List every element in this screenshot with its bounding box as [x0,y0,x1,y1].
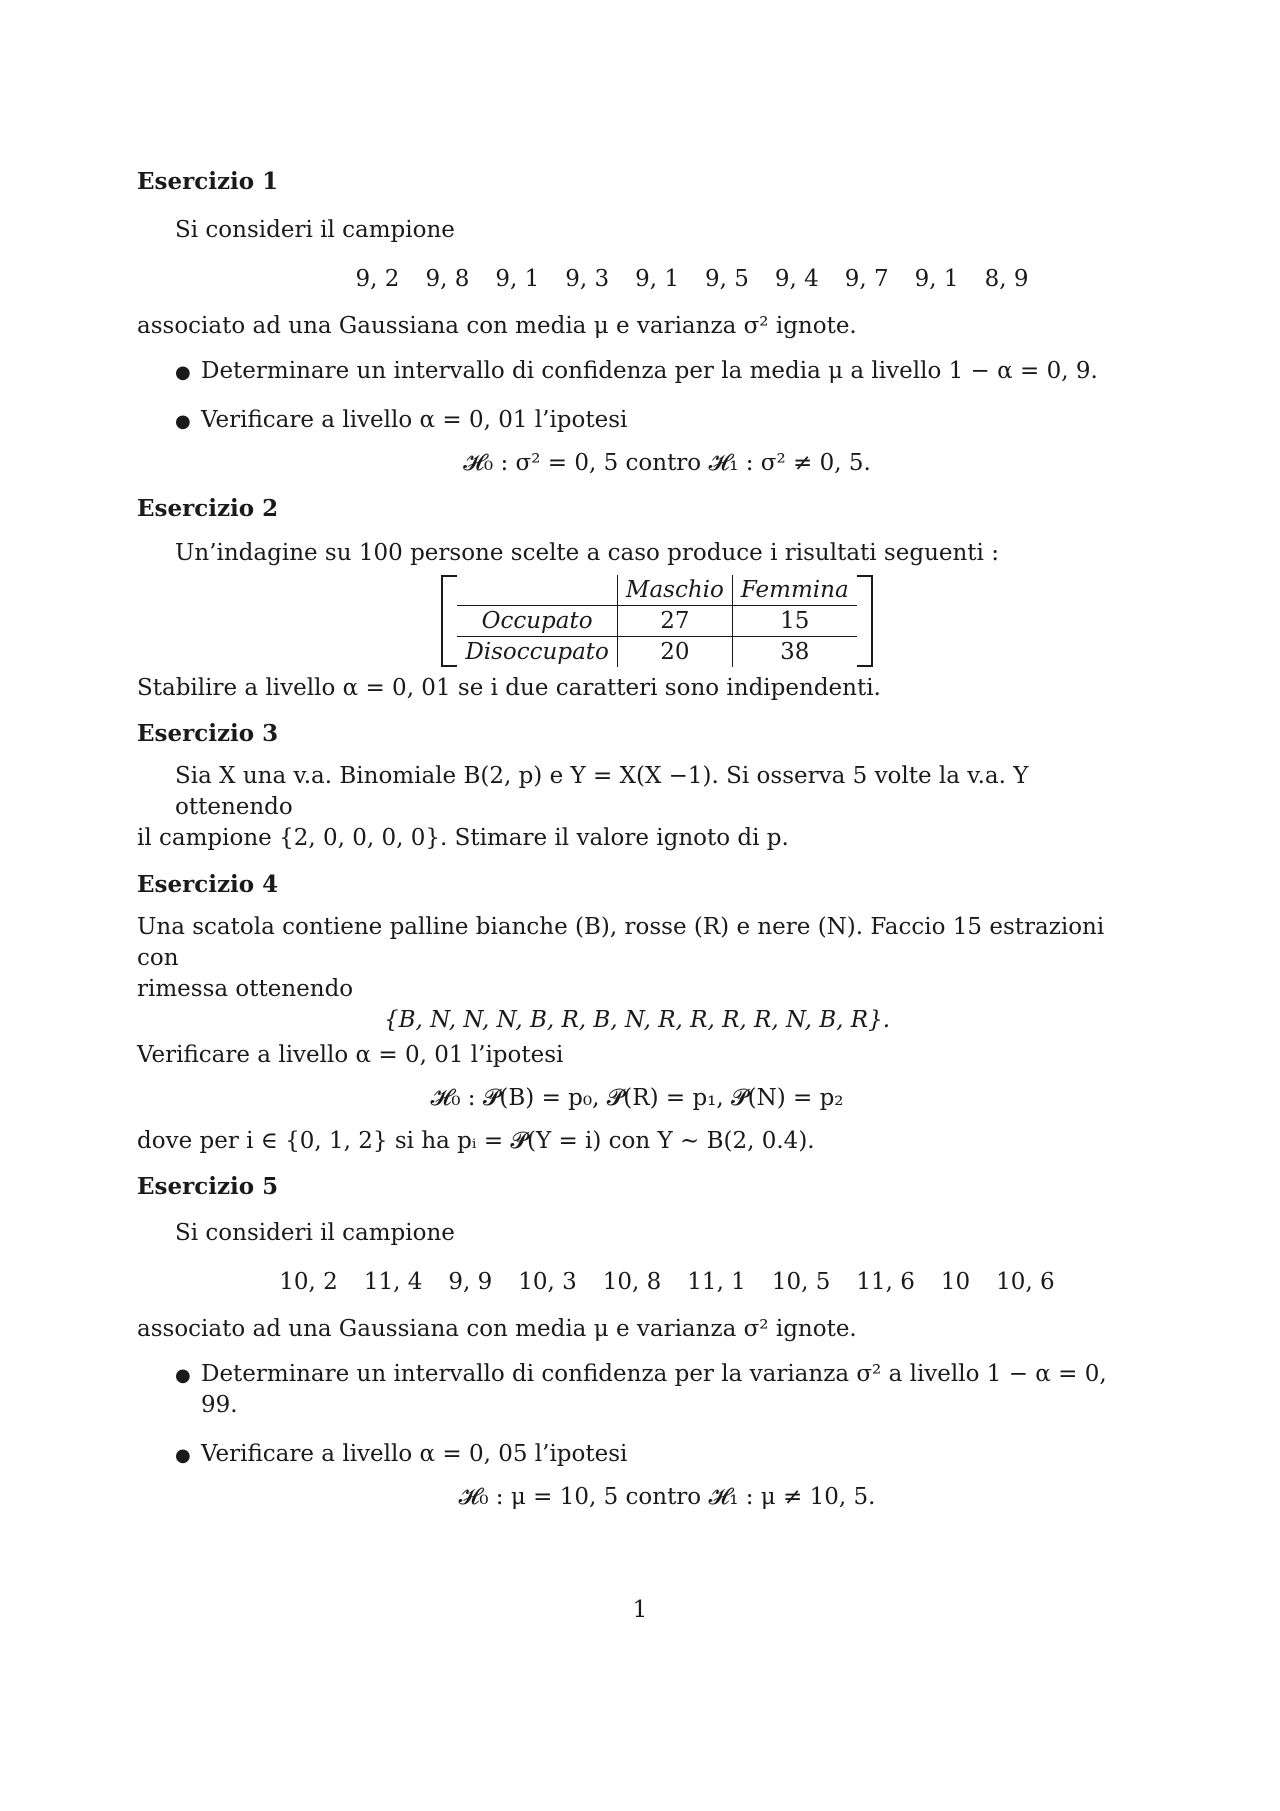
exercise-5-assumption: associato ad una Gaussiana con media μ e varianza σ² ignote. [137,1315,857,1342]
bullet-icon: ● [175,1445,191,1467]
exercise-2-heading: Esercizio 2 [137,495,279,523]
sample-value: 11, 1 [687,1268,746,1295]
bullet-icon: ● [175,362,191,384]
exercise-1 [137,170,1137,479]
sample-value: 9, 5 [705,266,749,293]
exercise-1-hypothesis: 𝓗₀ : σ² = 0, 5 contro 𝓗₁ : σ² ≠ 0, 5. [463,450,871,477]
sample-value: 10, 5 [771,1268,831,1295]
exercise-1-assumption: associato ad una Gaussiana con media μ e varianza σ² ignote. [137,313,857,340]
exercise-1-heading: Esercizio 1 [137,168,279,195]
bullet-text: Verificare a livello α = 0, 05 l’ipotesi [201,1441,628,1468]
exercise-5 [137,1172,1137,1513]
exercise-3-heading: Esercizio 3 [137,720,279,748]
exercise-4-heading: Esercizio 4 [137,870,279,898]
sample-value: 9, 8 [425,266,470,293]
bullet-text: Verificare a livello α = 0, 01 l’ipotesi [201,407,628,434]
column-header: Femmina [732,575,856,606]
exercise-3 [137,722,1137,854]
exercise-5-hypothesis: 𝓗₀ : μ = 10, 5 contro 𝓗₁ : μ ≠ 10, 5. [458,1484,876,1511]
sample-value: 9, 1 [635,266,679,293]
exercise-1-sample [247,264,1137,295]
exercise-4-line-1: Una scatola contiene palline bianche (B), rosse (R) e nere (N). Faccio 15 estrazioni con [137,913,1105,971]
document-page [137,170,1137,1513]
sample-value: 10, 2 [279,1268,338,1295]
sample-value: 9, 4 [774,266,819,293]
left-bracket [441,575,457,667]
sample-value: 11, 4 [363,1268,423,1295]
exercise-1-bullet-2 [137,405,1137,436]
exercise-2-question: Stabilire a livello α = 0, 01 se i due caratteri sono indipendenti. [137,675,881,702]
exercise-4-line-2: rimessa ottenendo [137,975,354,1002]
exercise-5-intro: Si consideri il campione [175,1219,455,1246]
page-number: 1 [632,1597,648,1623]
bullet-icon: ● [175,411,191,433]
exercise-4-line-4: dove per i ∈ {0, 1, 2} si ha pᵢ = 𝓟(Y = i) con Y ∼ B(2, 0.4). [137,1127,815,1154]
exercise-1-intro: Si consideri il campione [175,217,455,243]
sample-value: 10 [940,1268,971,1295]
sample-value: 9, 1 [914,266,959,293]
column-header: Maschio [617,575,732,606]
row-header: Disoccupato [465,639,609,666]
sample-value: 9, 9 [448,1268,493,1295]
exercise-5-sample [197,1267,1137,1298]
exercise-2-intro: Un’indagine su 100 persone scelte a caso produce i risultati seguenti : [175,540,999,567]
sample-value: 9, 7 [844,266,889,293]
sample-value: 10, 8 [602,1268,662,1295]
sample-value: 8, 9 [984,266,1029,293]
contingency-table [177,575,1137,667]
exercise-1-bullet-1 [137,356,1137,387]
right-bracket [857,575,873,667]
table-cell: 27 [617,606,732,637]
sample-value: 9, 2 [355,266,400,293]
exercise-5-heading: Esercizio 5 [137,1172,279,1200]
bullet-text: Determinare un intervallo di confidenza per la media μ a livello 1 − α = 0, 9. [201,358,1098,385]
sample-value: 9, 1 [495,266,540,293]
table-cell: 15 [732,606,856,637]
bullet-icon: ● [175,1364,191,1386]
exercise-5-bullet-2 [137,1439,1137,1470]
exercise-4-line-3: Verificare a livello α = 0, 01 l’ipotesi [137,1041,564,1068]
exercise-4-draws: {B, N, N, N, B, R, B, N, R, R, R, R, N, B, R}. [383,1006,891,1033]
exercise-4 [137,870,1137,1157]
exercise-3-line-2: il campione {2, 0, 0, 0, 0}. Stimare il valore ignoto di p. [137,825,789,852]
sample-value: 11, 6 [856,1268,915,1295]
contingency-table-grid [457,575,856,667]
sample-value: 10, 3 [518,1268,577,1295]
exercise-5-bullet-1 [137,1359,1137,1421]
sample-value: 9, 3 [565,266,610,293]
row-header: Occupato [457,606,617,637]
table-cell: 38 [732,637,856,668]
sample-value: 10, 6 [996,1268,1055,1295]
table-cell: 20 [617,637,732,668]
exercise-3-line-1: Sia X una v.a. Binomiale B(2, p) e Y = X(X −1). Si osserva 5 volte la v.a. Y ottenendo [175,763,1029,821]
exercise-4-hypothesis: 𝓗₀ : 𝓟(B) = p₀, 𝓟(R) = p₁, 𝓟(N) = p₂ [430,1084,844,1111]
exercise-2 [137,497,1137,704]
bullet-text: Determinare un intervallo di confidenza per la varianza σ² a livello 1 − α = 0, 99. [201,1360,1107,1419]
